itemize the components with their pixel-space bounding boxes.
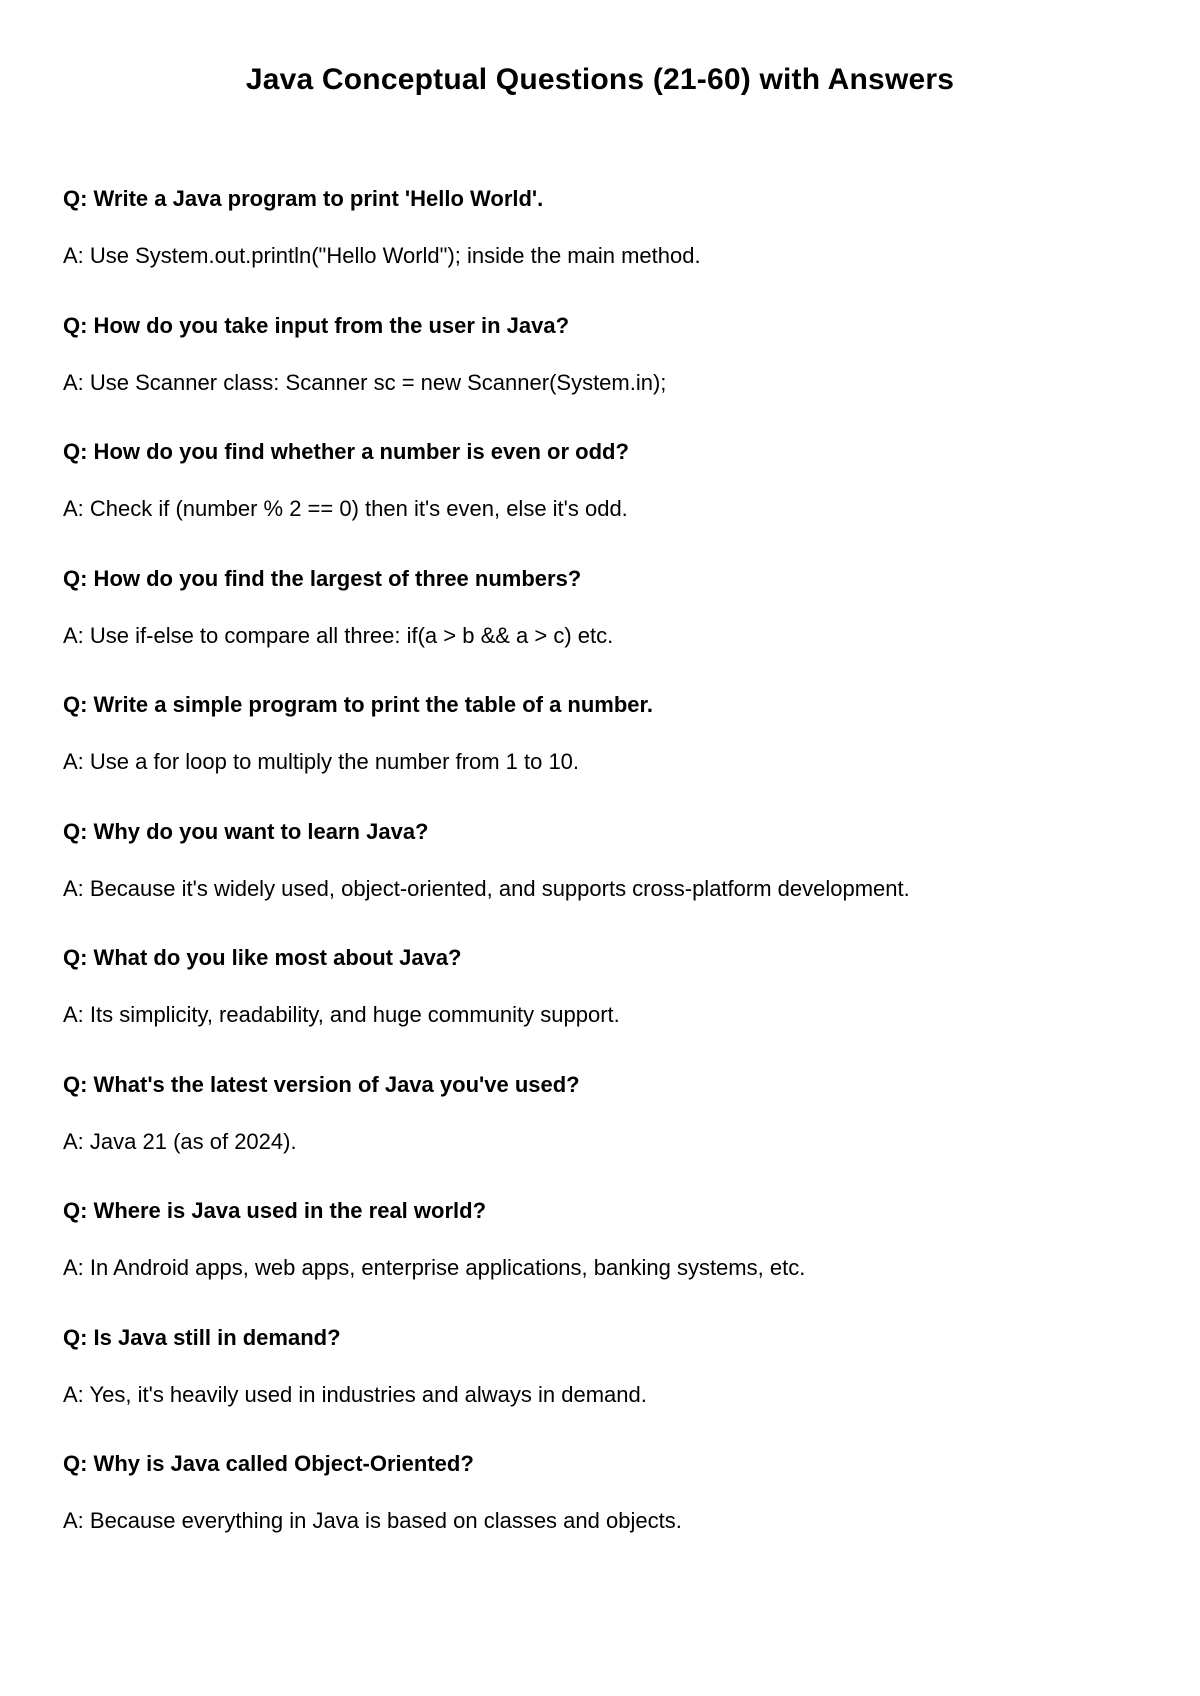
answer-text: A: Because everything in Java is based on classes and objects. — [63, 1508, 682, 1533]
question-text: Q: What's the latest version of Java you've used? — [63, 1071, 580, 1097]
answer-text: A: Its simplicity, readability, and huge community support. — [63, 1002, 620, 1027]
qa-item — [63, 944, 1143, 1071]
answer-text: A: Use Scanner class: Scanner sc = new Scanner(System.in); — [63, 369, 667, 395]
qa-item — [63, 1071, 1143, 1198]
answer-text: A: Because it's widely used, object-oriented, and supports cross-platform development. — [63, 875, 910, 901]
answer-text: A: Use a for loop to multiply the number from 1 to 10. — [63, 749, 580, 774]
question-text: Q: Write a simple program to print the table of a number. — [63, 692, 654, 717]
qa-item — [63, 565, 1143, 692]
qa-item — [63, 818, 1143, 945]
qa-item — [63, 1197, 1143, 1324]
qa-item — [63, 1450, 1143, 1577]
question-text: Q: Why is Java called Object-Oriented? — [63, 1451, 474, 1476]
answer-text: A: Java 21 (as of 2024). — [63, 1128, 297, 1154]
question-text: Q: How do you take input from the user in Java? — [63, 312, 570, 338]
answer-text: A: Check if (number % 2 == 0) then it's even, else it's odd. — [63, 496, 628, 521]
question-text: Q: Is Java still in demand? — [63, 1324, 341, 1350]
qa-item — [63, 438, 1143, 565]
answer-text: A: Use if-else to compare all three: if(a > b && a > c) etc. — [63, 622, 614, 648]
question-text: Q: What do you like most about Java? — [63, 945, 462, 970]
question-text: Q: How do you find whether a number is even or odd? — [63, 439, 629, 464]
question-text: Q: Where is Java used in the real world? — [63, 1198, 487, 1223]
qa-item — [63, 185, 1143, 312]
question-text: Q: How do you find the largest of three numbers? — [63, 565, 582, 591]
answer-text: A: In Android apps, web apps, enterprise applications, banking systems, etc. — [63, 1255, 806, 1280]
page-title: Java Conceptual Questions (21-60) with Answers — [245, 63, 955, 96]
answer-text: A: Yes, it's heavily used in industries and always in demand. — [63, 1381, 647, 1407]
qa-item — [63, 312, 1143, 439]
question-text: Q: Write a Java program to print 'Hello World'. — [63, 186, 544, 211]
qa-item — [63, 1324, 1143, 1451]
qa-item — [63, 691, 1143, 818]
answer-text: A: Use System.out.println("Hello World"); inside the main method. — [63, 243, 701, 268]
qa-list — [63, 185, 1143, 1577]
question-text: Q: Why do you want to learn Java? — [63, 818, 429, 844]
